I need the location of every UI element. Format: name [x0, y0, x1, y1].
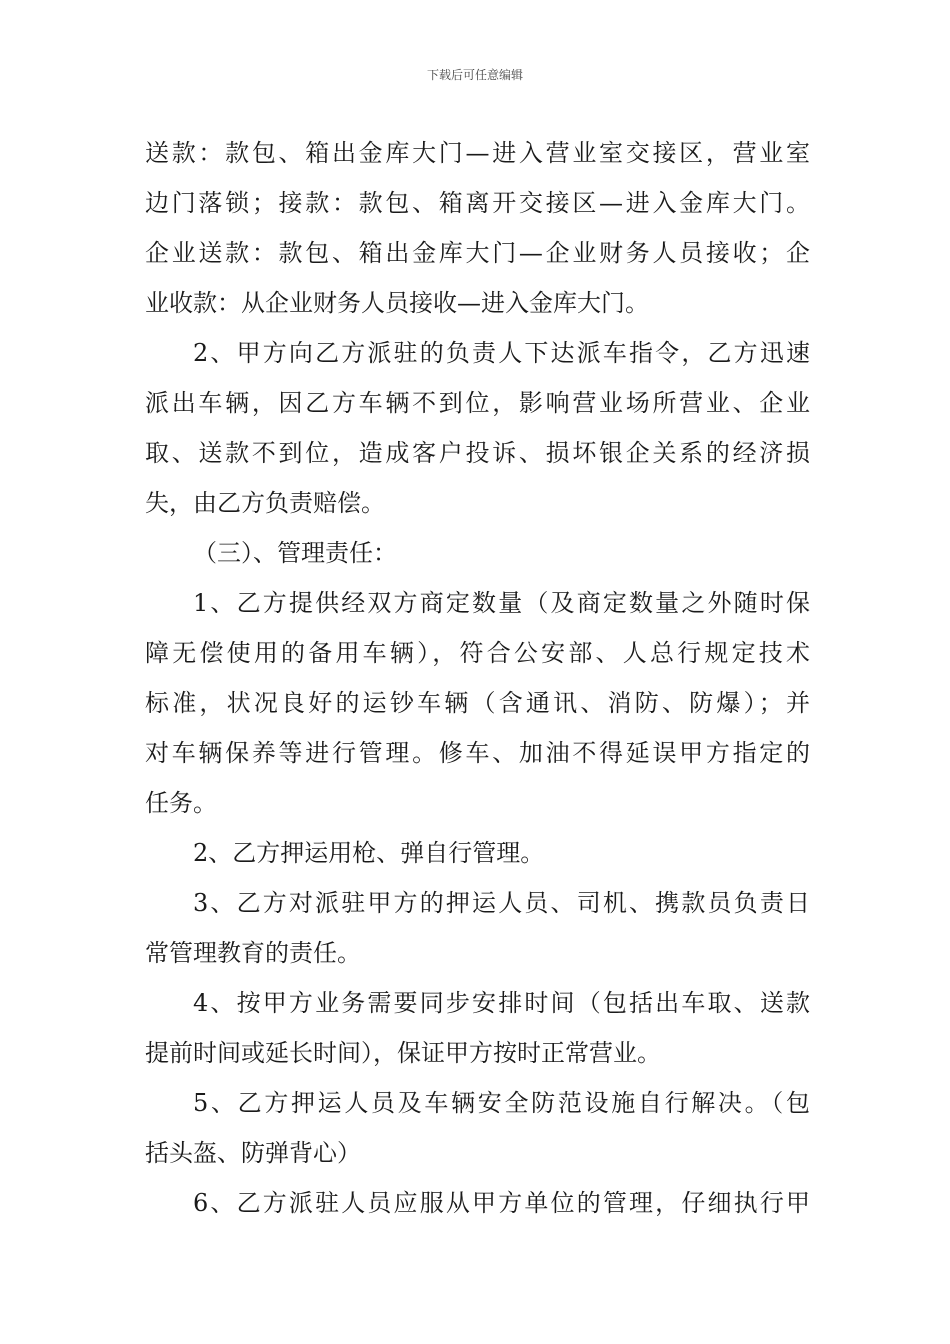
- text-line: 2、乙方押运用枪、弹自行管理。: [193, 839, 545, 867]
- text-line: 6、乙方派驻人员应服从甲方单位的管理，仔细执行甲: [193, 1189, 810, 1217]
- text-line: 2、甲方向乙方派驻的负责人下达派车指令，乙方迅速: [193, 339, 810, 367]
- text-line: 取、送款不到位，造成客户投诉、损坏银企关系的经济损: [145, 439, 810, 467]
- page-header: 下载后可任意编辑: [426, 68, 523, 82]
- text-line: 边门落锁；接款：款包、箱离开交接区—进入金库大门。: [145, 189, 810, 217]
- text-line: 标准，状况良好的运钞车辆（含通讯、消防、防爆）；并: [145, 689, 810, 717]
- text-line: 对车辆保养等进行管理。修车、加油不得延误甲方指定的: [145, 739, 810, 767]
- text-line: 3、乙方对派驻甲方的押运人员、司机、携款员负责日: [193, 889, 810, 917]
- text-line: 失，由乙方负责赔偿。: [145, 489, 385, 517]
- text-line: 派出车辆，因乙方车辆不到位，影响营业场所营业、企业: [145, 389, 810, 417]
- text-line: 4、按甲方业务需要同步安排时间（包括出车取、送款: [193, 989, 810, 1017]
- text-line: 业收款：从企业财务人员接收—进入金库大门。: [145, 289, 649, 317]
- document-body: [145, 128, 810, 1228]
- text-line: 1、乙方提供经双方商定数量（及商定数量之外随时保: [193, 589, 810, 617]
- text-line: 提前时间或延长时间），保证甲方按时正常营业。: [145, 1039, 661, 1067]
- text-line: 任务。: [145, 789, 217, 817]
- text-line: 送款：款包、箱出金库大门—进入营业室交接区，营业室: [145, 139, 810, 167]
- text-line: 企业送款：款包、箱出金库大门—企业财务人员接收；企: [145, 239, 810, 267]
- text-line: 括头盔、防弹背心）: [145, 1139, 361, 1167]
- text-line: 5、乙方押运人员及车辆安全防范设施自行解决。（包: [193, 1089, 810, 1117]
- text-line: （三）、管理责任：: [193, 539, 397, 567]
- text-line: 障无偿使用的备用车辆），符合公安部、人总行规定技术: [145, 639, 810, 667]
- text-line: 常管理教育的责任。: [145, 939, 361, 967]
